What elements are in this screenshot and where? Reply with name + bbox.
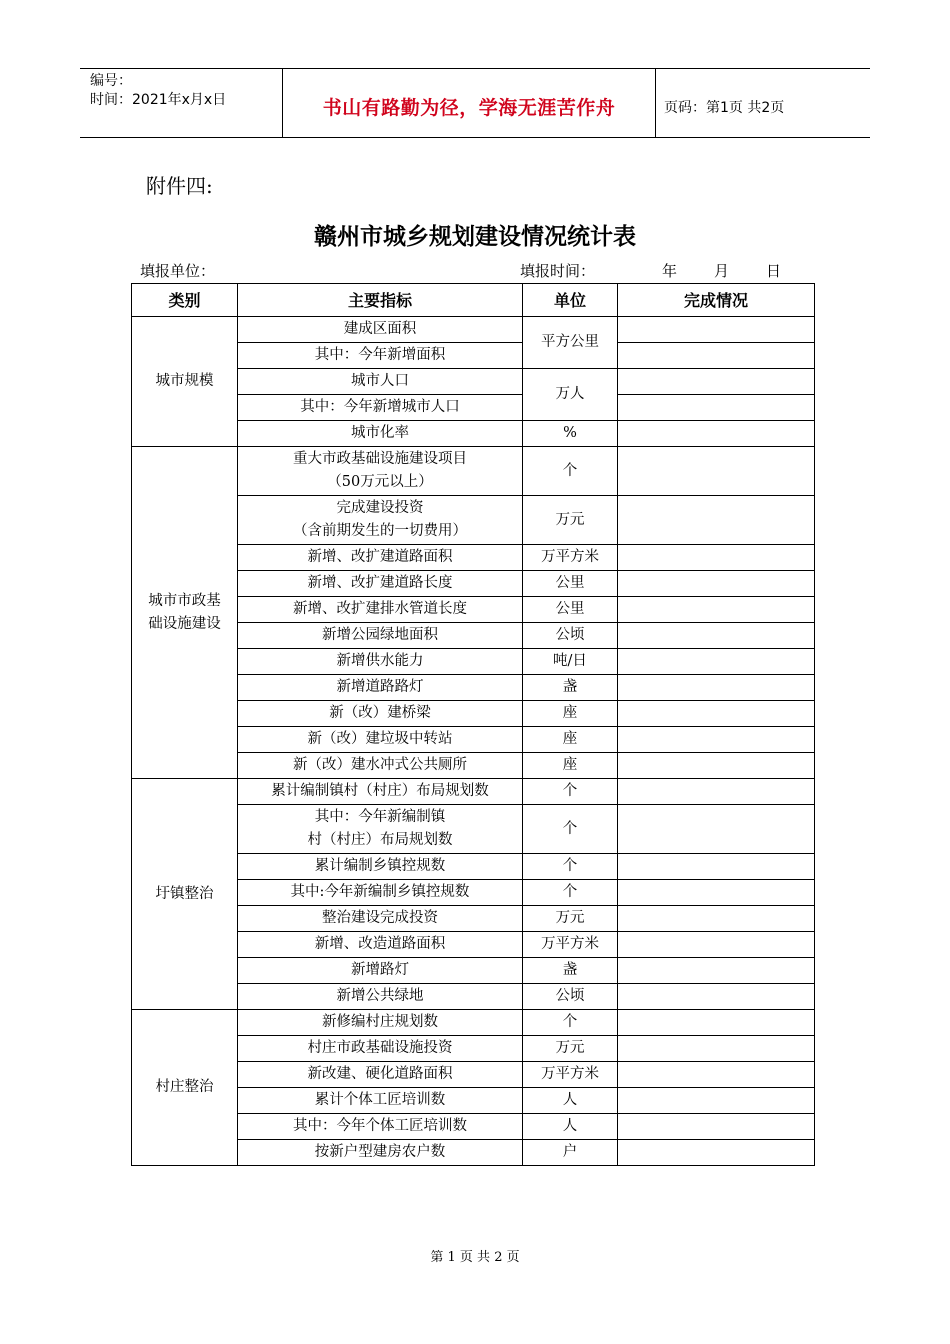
table-row: [132, 317, 815, 343]
unit-cell: 个: [523, 805, 618, 854]
unit-cell: 盏: [523, 958, 618, 984]
unit-cell: 平方公里: [523, 317, 618, 369]
indicator-cell: 累计编制乡镇控规数: [238, 854, 523, 880]
indicator-cell: 城市化率: [238, 421, 523, 447]
indicator-cell: 新增、改造道路面积: [238, 932, 523, 958]
unit-cell: 座: [523, 727, 618, 753]
header-unit: 单位: [523, 284, 618, 317]
category-cell: 城市规模: [132, 317, 238, 447]
unit-cell: 个: [523, 447, 618, 496]
completion-cell[interactable]: [618, 369, 815, 395]
indicator-cell: 累计个体工匠培训数: [238, 1088, 523, 1114]
unit-cell: 座: [523, 701, 618, 727]
month-label: 月: [714, 262, 730, 280]
header-indicator: 主要指标: [238, 284, 523, 317]
number-label: 编号：: [90, 73, 132, 89]
completion-cell[interactable]: [618, 545, 815, 571]
indicator-cell: 新增公共绿地: [238, 984, 523, 1010]
unit-cell: 万元: [523, 906, 618, 932]
indicator-cell: 新增、改扩建道路面积: [238, 545, 523, 571]
category-cell: [132, 447, 238, 779]
completion-cell[interactable]: [618, 1088, 815, 1114]
table-header-row: [132, 284, 815, 317]
indicator-cell: 新增路灯: [238, 958, 523, 984]
completion-cell[interactable]: [618, 958, 815, 984]
completion-cell[interactable]: [618, 854, 815, 880]
header-category: 类别: [132, 284, 238, 317]
header-completion: 完成情况: [618, 284, 815, 317]
unit-cell: 个: [523, 880, 618, 906]
motto-text: 书山有路勤为径，学海无涯苦作舟: [322, 96, 616, 119]
completion-cell[interactable]: [618, 649, 815, 675]
fill-unit-label: 填报单位：: [140, 262, 216, 280]
completion-cell[interactable]: [618, 675, 815, 701]
statistics-table: [131, 283, 815, 1166]
indicator-line: 村（村庄）布局规划数: [307, 832, 453, 848]
completion-cell[interactable]: [618, 880, 815, 906]
indicator-cell: 累计编制镇村（村庄）布局规划数: [238, 779, 523, 805]
category-cell: 村庄整治: [132, 1010, 238, 1166]
indicator-line: （50万元以上）: [327, 474, 433, 490]
table-row: [132, 779, 815, 805]
page-footer: 第 1 页 共 2 页: [430, 1250, 520, 1265]
completion-cell[interactable]: [618, 727, 815, 753]
indicator-cell: 新增、改扩建道路长度: [238, 571, 523, 597]
attachment-label: 附件四:: [146, 174, 213, 198]
indicator-cell: [238, 805, 523, 854]
category-cell: 圩镇整治: [132, 779, 238, 1010]
unit-cell: 万平方米: [523, 1062, 618, 1088]
completion-cell[interactable]: [618, 779, 815, 805]
completion-cell[interactable]: [618, 317, 815, 343]
unit-cell: 万元: [523, 1036, 618, 1062]
unit-cell: 公顷: [523, 984, 618, 1010]
indicator-cell: 新增、改扩建排水管道长度: [238, 597, 523, 623]
category-line: 城市市政基: [148, 592, 221, 609]
indicator-cell: 新（改）建垃圾中转站: [238, 727, 523, 753]
indicator-cell: 新改建、硬化道路面积: [238, 1062, 523, 1088]
completion-cell[interactable]: [618, 1036, 815, 1062]
unit-cell: 吨/日: [523, 649, 618, 675]
indicator-cell: 新修编村庄规划数: [238, 1010, 523, 1036]
document-header: [80, 68, 870, 138]
completion-cell[interactable]: [618, 571, 815, 597]
fill-date: [662, 260, 781, 281]
indicator-cell: 城市人口: [238, 369, 523, 395]
completion-cell[interactable]: [618, 1010, 815, 1036]
table-row: [132, 1010, 815, 1036]
completion-cell[interactable]: [618, 597, 815, 623]
day-label: 日: [766, 262, 782, 280]
indicator-line: （含前期发生的一切费用）: [293, 523, 467, 539]
unit-cell: 盏: [523, 675, 618, 701]
unit-cell: 公顷: [523, 623, 618, 649]
indicator-cell: 新（改）建桥梁: [238, 701, 523, 727]
completion-cell[interactable]: [618, 805, 815, 854]
header-left: [90, 72, 280, 110]
completion-cell[interactable]: [618, 906, 815, 932]
completion-cell[interactable]: [618, 496, 815, 545]
unit-cell: %: [523, 421, 618, 447]
unit-cell: 座: [523, 753, 618, 779]
completion-cell[interactable]: [618, 984, 815, 1010]
completion-cell[interactable]: [618, 753, 815, 779]
indicator-cell: 新增公园绿地面积: [238, 623, 523, 649]
indicator-cell: 其中:今年新编制乡镇控规数: [238, 880, 523, 906]
completion-cell[interactable]: [618, 421, 815, 447]
indicator-cell: [238, 496, 523, 545]
indicator-cell: 建成区面积: [238, 317, 523, 343]
completion-cell[interactable]: [618, 1062, 815, 1088]
fill-time-label: 填报时间：: [520, 262, 596, 280]
time-label: 时间：2021年x月x日: [90, 92, 227, 108]
indicator-cell: 整治建设完成投资: [238, 906, 523, 932]
page-info: 页码：第1页 共2页: [664, 100, 785, 116]
header-motto-cell: [282, 69, 656, 137]
unit-cell: 个: [523, 854, 618, 880]
completion-cell[interactable]: [618, 447, 815, 496]
unit-cell: 户: [523, 1140, 618, 1166]
indicator-cell: 新（改）建水冲式公共厕所: [238, 753, 523, 779]
unit-cell: 人: [523, 1114, 618, 1140]
completion-cell[interactable]: [618, 932, 815, 958]
unit-cell: 万平方米: [523, 545, 618, 571]
indicator-line: 其中：今年新编制镇: [314, 809, 446, 825]
indicator-line: 重大市政基础设施建设项目: [293, 451, 467, 467]
unit-cell: 个: [523, 1010, 618, 1036]
category-line: 础设施建设: [148, 615, 221, 632]
completion-cell[interactable]: [618, 623, 815, 649]
indicator-line: 完成建设投资: [336, 500, 424, 516]
indicator-cell: 其中：今年个体工匠培训数: [238, 1114, 523, 1140]
indicator-cell: 按新户型建房农户数: [238, 1140, 523, 1166]
unit-cell: 万人: [523, 369, 618, 421]
unit-cell: 万元: [523, 496, 618, 545]
page-title: 赣州市城乡规划建设情况统计表: [314, 224, 636, 250]
unit-cell: 万平方米: [523, 932, 618, 958]
unit-cell: 公里: [523, 597, 618, 623]
completion-cell[interactable]: [618, 1114, 815, 1140]
year-label: 年: [662, 262, 678, 280]
completion-cell[interactable]: [618, 395, 815, 421]
unit-cell: 人: [523, 1088, 618, 1114]
completion-cell[interactable]: [618, 701, 815, 727]
indicator-cell: 其中：今年新增城市人口: [238, 395, 523, 421]
indicator-cell: 村庄市政基础设施投资: [238, 1036, 523, 1062]
indicator-cell: [238, 447, 523, 496]
completion-cell[interactable]: [618, 343, 815, 369]
unit-cell: 个: [523, 779, 618, 805]
table-row: [132, 447, 815, 496]
indicator-cell: 新增供水能力: [238, 649, 523, 675]
unit-cell: 公里: [523, 571, 618, 597]
completion-cell[interactable]: [618, 1140, 815, 1166]
indicator-cell: 新增道路路灯: [238, 675, 523, 701]
indicator-cell: 其中：今年新增面积: [238, 343, 523, 369]
